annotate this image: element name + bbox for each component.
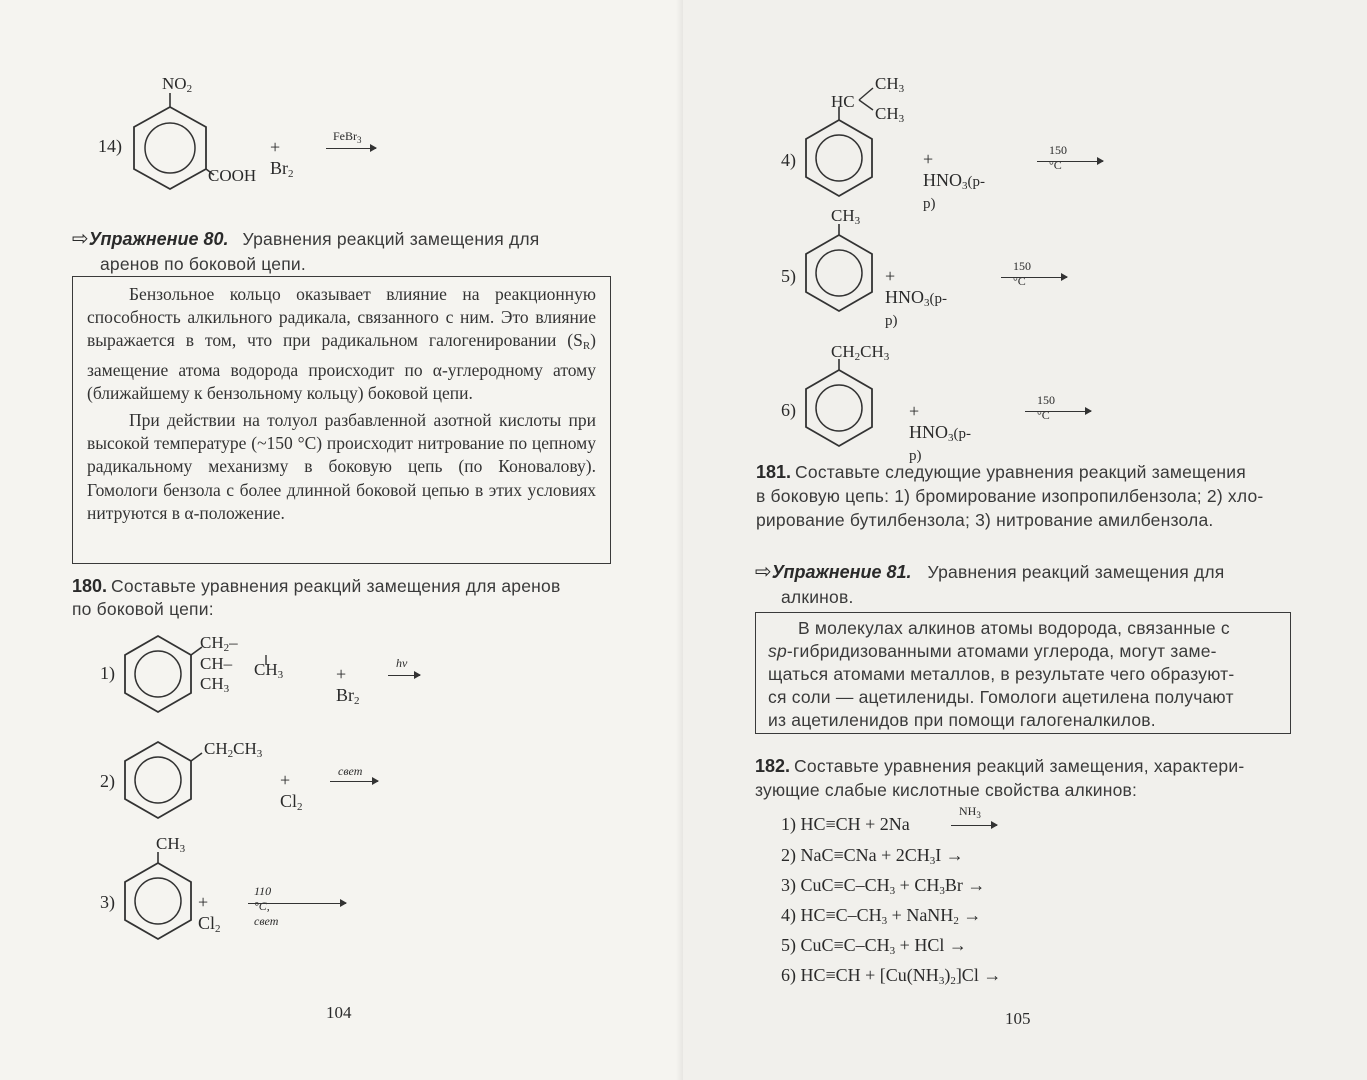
benzene-ring — [803, 367, 875, 449]
exercise-81-heading — [755, 559, 1295, 608]
theory-paragraph-2: При действии на толуол разбавленной азотной кислоты при высокой температуре (~150 °C) происходит нитрование по цепному радикальному механизму в боковую цепь (по Коновалову). Гомологи бензола с более длинной боковой цепью в этих условиях нитруются в α-положение. — [87, 410, 596, 523]
theory-line-3: щаться атомами металлов, в результате чего образуют- — [768, 664, 1235, 684]
reagent: + $Cl_2$ — [280, 770, 303, 813]
task-line-3: рирование бутилбензола; 3) нитрование амилбензола. — [756, 510, 1214, 530]
reaction-label: 14) — [98, 136, 122, 156]
task-text-cont: по боковой цепи: — [72, 599, 214, 619]
theory-box-81 — [755, 612, 1291, 734]
task-number: 182. — [755, 756, 791, 776]
theory-line-2: sp-гибридизованными атомами углерода, могут заме- — [768, 641, 1217, 661]
benzene-ring — [122, 633, 194, 715]
exercise-arrow-icon: ⇨ — [72, 226, 89, 250]
reaction-label: 1) — [100, 663, 115, 683]
equation-3: 3) $CuC\equiv C-CH_3 + CH_3Br$ → — [781, 875, 986, 897]
task-number: 180. — [72, 576, 108, 596]
reagent: + $HNO_3(р-р)$ — [923, 149, 985, 212]
methyl-group: $CH_3$ — [254, 660, 284, 681]
reaction-condition: 150 °C — [1037, 393, 1055, 422]
task-number: 181. — [756, 462, 792, 482]
ethyl-group: $CH_2CH_3$ — [204, 739, 263, 760]
isopropyl-ch: HC — [831, 92, 855, 111]
benzene-ring — [122, 860, 194, 942]
equation-4: 4) $HC\equiv C-CH_3$ + NaNH$_2$ → — [781, 905, 982, 927]
equation-2: 2) $NaC\equiv CNa + 2CH_3I$ → — [781, 845, 964, 867]
reaction-arrow — [1001, 277, 1067, 278]
exercise-title: Упражнение 81. — [771, 562, 912, 582]
methyl-group: $CH_3$ — [831, 206, 861, 227]
task-182 — [755, 756, 1295, 801]
reagent: + $Cl_2$ — [198, 892, 221, 935]
reaction-label: 5) — [781, 266, 796, 286]
cooh-group: COOH — [208, 166, 257, 185]
equation-5: 5) $CuC\equiv C-CH_3$ + HCl → — [781, 935, 967, 957]
exercise-text-cont: аренов по боковой цепи. — [100, 254, 306, 274]
reaction-label: 4) — [781, 150, 796, 170]
reaction-arrow — [326, 148, 376, 149]
task-line-1: 182. Составьте уравнения реакций замещения, характери- — [755, 756, 1245, 776]
exercise-title: Упражнение 80. — [88, 229, 229, 249]
benzene-ring — [130, 103, 210, 193]
task-text: Составьте уравнения реакций замещения для аренов — [111, 576, 561, 596]
reaction-arrow — [248, 903, 346, 904]
task-line-2: в боковую цепь: 1) бромирование изопропилбензола; 2) хло- — [756, 486, 1264, 506]
reaction-arrow — [388, 675, 420, 676]
reaction-condition: 150 °C — [1013, 259, 1031, 288]
equation-1: 1) HC≡CH + 2Na $NH_3$ — [781, 814, 910, 835]
reagent: + $HNO_3(р-р)$ — [885, 266, 947, 329]
reaction-condition: hν — [396, 656, 408, 670]
methyl-group-a: $CH_3$ — [875, 74, 905, 95]
methyl-group-b: $CH_3$ — [875, 104, 905, 125]
benzene-ring — [122, 739, 194, 821]
page-105 — [683, 0, 1367, 1080]
benzene-ring — [803, 232, 875, 314]
reaction-condition: $NH_3$ — [959, 804, 981, 820]
branch-bonds — [857, 84, 877, 114]
reaction-arrow — [1025, 411, 1091, 412]
reaction-condition: 110 °C, свет — [254, 884, 279, 928]
reagent: + $Br_2$ — [336, 664, 360, 707]
reaction-condition: 150 °C — [1049, 143, 1067, 172]
theory-box-80 — [72, 276, 611, 564]
reaction-condition: свет — [338, 764, 363, 778]
page-104 — [0, 0, 683, 1080]
task-181 — [756, 462, 1292, 531]
exercise-80-heading — [72, 226, 610, 275]
reaction-arrow — [951, 825, 997, 826]
reaction-label: 3) — [100, 892, 115, 912]
reagent: + $HNO_3(р-р)$ — [909, 401, 971, 464]
page-number: 105 — [1005, 1009, 1031, 1028]
theory-line-4: ся соли — ацетилениды. Гомологи ацетилена получают — [768, 687, 1234, 707]
exercise-text: Уравнения реакций замещения для — [242, 229, 540, 249]
task-line-2: зующие слабые кислотные свойства алкинов: — [755, 780, 1138, 800]
reagent: + $Br_2$ — [270, 137, 294, 180]
task-180 — [72, 576, 612, 620]
reaction-condition: FeBr$_3$ — [333, 129, 362, 145]
equation-6: 6) $HC\equiv CH + [Cu(NH_3)_2]Cl$ → — [781, 965, 1002, 987]
exercise-text-cont: алкинов. — [781, 587, 854, 607]
reaction-arrow — [330, 781, 378, 782]
methyl-group: $CH_3$ — [156, 834, 186, 855]
side-chain: $CH_2-CH-CH_3$ — [200, 633, 238, 695]
reaction-label: 6) — [781, 400, 796, 420]
ethyl-group: $CH_2CH_3$ — [831, 342, 890, 363]
exercise-text: Уравнения реакций замещения для — [927, 562, 1225, 582]
reaction-label: 2) — [100, 771, 115, 791]
benzene-ring — [803, 117, 875, 199]
page-number: 104 — [326, 1003, 352, 1022]
no2-group: $NO_2$ — [162, 74, 193, 95]
theory-line-1: В молекулах алкинов атомы водорода, связанные с — [798, 618, 1230, 638]
task-line-1: 181. Составьте следующие уравнения реакций замещения — [756, 462, 1246, 482]
theory-paragraph-1: Бензольное кольцо оказывает влияние на реакционную способность алкильного радикала, связанного с ним. Это влияние выражается в том, что при радикальном галогенировании $(S_R)$ замещение атома водорода происходит по α-углеродному атому (ближайшему к бензольному кольцу) боковой цепи. — [87, 284, 596, 403]
exercise-arrow-icon: ⇨ — [755, 559, 772, 583]
reaction-arrow — [1037, 161, 1103, 162]
theory-line-5: из ацетиленидов при помощи галогеналкилов. — [768, 710, 1156, 730]
